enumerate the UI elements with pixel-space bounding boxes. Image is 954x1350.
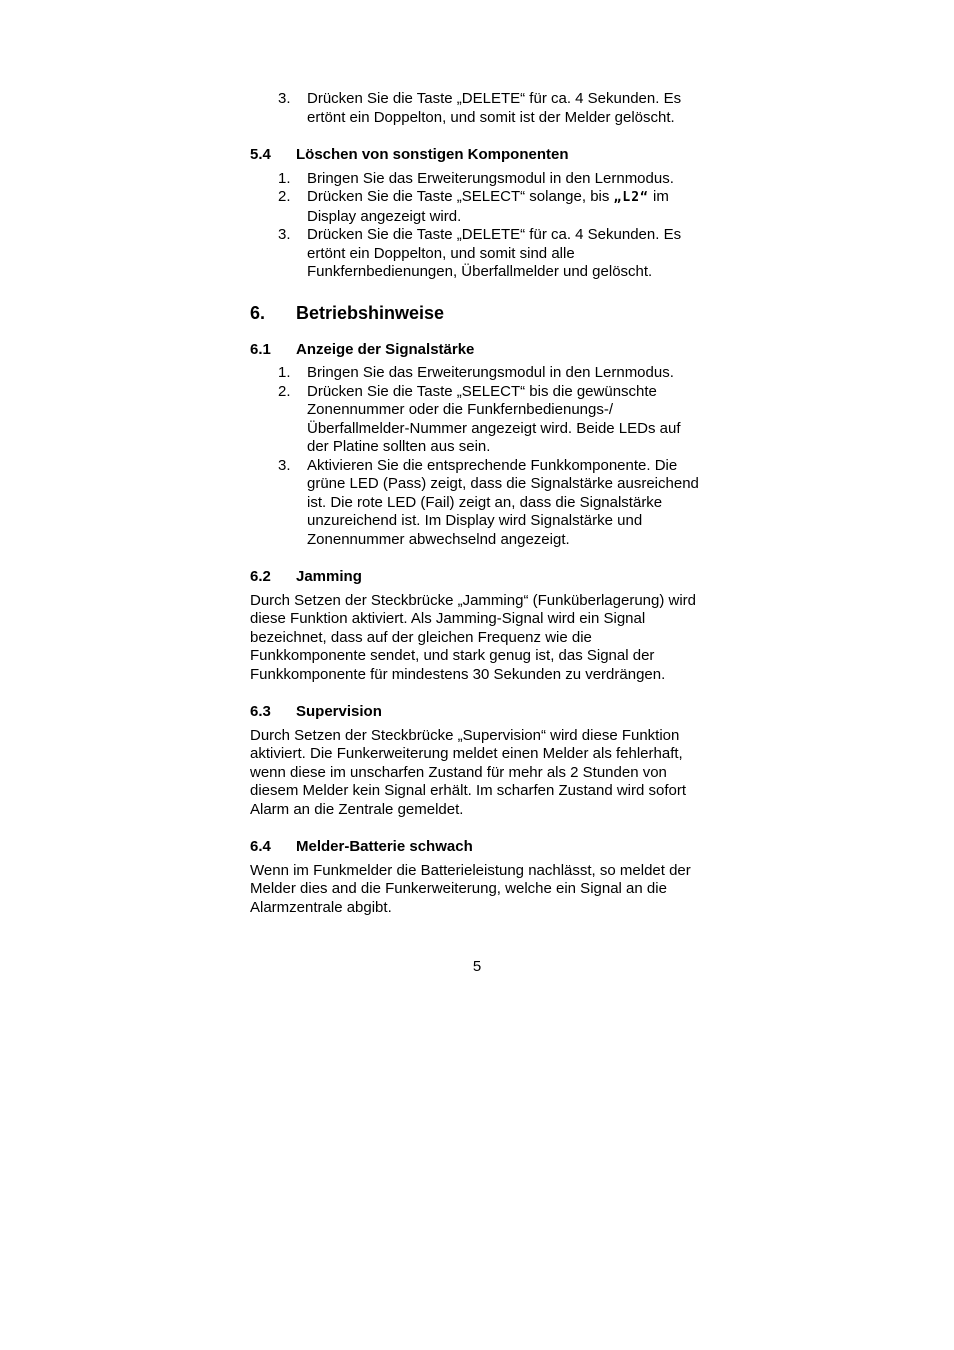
section-title: Melder-Batterie schwach <box>296 838 473 855</box>
list-number: 3. <box>278 226 291 243</box>
chapter-title: Betriebshinweise <box>296 302 445 323</box>
section-heading-6-1 <box>250 341 706 360</box>
page-number: 5 <box>472 958 482 975</box>
list-text-part: im Display angezeigt wird. <box>307 188 669 225</box>
section-title: Löschen von sonstigen Komponenten <box>296 146 569 163</box>
list-number: 1. <box>278 364 291 381</box>
section-title: Jamming <box>296 568 362 585</box>
list-text: Drücken Sie die Taste „SELECT“ bis die gewünschte Zonennummer oder die Funkfernbedienungs-/Überfallmelder-Nummer angezeigt wird. Beide LEDs auf der Platine sollten aus sein. <box>307 382 681 455</box>
list-text: Bringen Sie das Erweiterungsmodul in den Lernmodus. <box>307 169 674 187</box>
section-6-3-body: Durch Setzen der Steckbrücke „Supervision“ wird diese Funktion aktiviert. Die Funkerweiterung meldet einen Melder als fehlerhaft, wenn diese im unscharfen Zustand für mehr als 2 Stunden von diesem Melder kein Signal erhält. Im scharfen Zustand wird sofort Alarm an die Zentrale gemeldet. <box>250 726 687 818</box>
list-number: 3. <box>278 456 291 474</box>
list-number: 2. <box>278 188 291 205</box>
section-title: Anzeige der Signalstärke <box>296 340 475 358</box>
section-5-4-list <box>250 170 706 282</box>
section-number: 5.4 <box>250 146 271 163</box>
list-text: Bringen Sie das Erweiterungsmodul in den Lernmodus. <box>307 364 674 381</box>
list-text: Drücken Sie die Taste „DELETE“ für ca. 4 Sekunden. Es ertönt ein Doppelton, und somit sind alle Funkfernbedienungen, Überfallmelder und gelöscht. <box>307 226 682 280</box>
section-number: 6.2 <box>250 568 271 585</box>
display-code <box>614 190 649 205</box>
section-number: 6.3 <box>250 703 271 720</box>
section-number: 6.4 <box>250 838 271 855</box>
section-title: Supervision <box>296 703 382 720</box>
display-code-value: L2 <box>622 190 641 205</box>
list-item <box>250 364 706 383</box>
chapter-number: 6. <box>250 302 266 323</box>
list-text: Drücken Sie die Taste „DELETE“ für ca. 4 Sekunden. Es ertönt ein Doppelton, und somit ist der Melder gelöscht. <box>307 90 682 126</box>
section-heading-6-3 <box>250 703 706 722</box>
list-item <box>250 383 706 457</box>
section-heading-6-4 <box>250 838 706 857</box>
section-heading-6-2 <box>250 568 706 587</box>
continued-list <box>250 90 706 127</box>
list-number: 3. <box>278 90 291 107</box>
list-item <box>250 90 706 127</box>
section-number: 6.1 <box>250 340 271 358</box>
section-6-2-body: Durch Setzen der Steckbrücke „Jamming“ (Funküberlagerung) wird diese Funktion aktiviert. Als Jamming-Signal wird ein Signal bezeichnet, dass auf der gleichen Frequenz wie die Funkkomponente sendet, und stark genug ist, das Signal der Funkkomponente für mindestens 30 Sekunden zu verdrängen. <box>250 591 697 683</box>
display-quote-close: “ <box>640 190 649 205</box>
section-heading-5-4 <box>250 146 706 165</box>
document-page <box>250 90 706 917</box>
list-item <box>250 226 706 282</box>
list-number: 1. <box>278 169 291 187</box>
list-text <box>307 188 706 226</box>
list-text-part: Drücken Sie die Taste „SELECT“ solange, bis <box>307 188 614 205</box>
list-text: Aktivieren Sie die entsprechende Funkkomponente. Die grüne LED (Pass) zeigt, dass die Signalstärke ausreichend ist. Die rote LED (Fail) zeigt an, dass die Signalstärke unzureichend ist. Im Display wird Signalstärke und Zonennummer abwechselnd angezeigt. <box>307 456 699 548</box>
section-6-4-body: Wenn im Funkmelder die Batterieleistung nachlässt, so meldet der Melder dies and die Funkerweiterung, welche ein Signal an die Alarmzentrale abgibt. <box>250 861 691 916</box>
display-quote-open: „ <box>613 190 623 205</box>
section-6-1-list <box>250 364 706 549</box>
list-item <box>250 170 706 189</box>
list-item <box>250 457 706 550</box>
chapter-heading-6 <box>250 302 706 324</box>
list-number: 2. <box>278 382 291 400</box>
list-item <box>250 188 706 226</box>
